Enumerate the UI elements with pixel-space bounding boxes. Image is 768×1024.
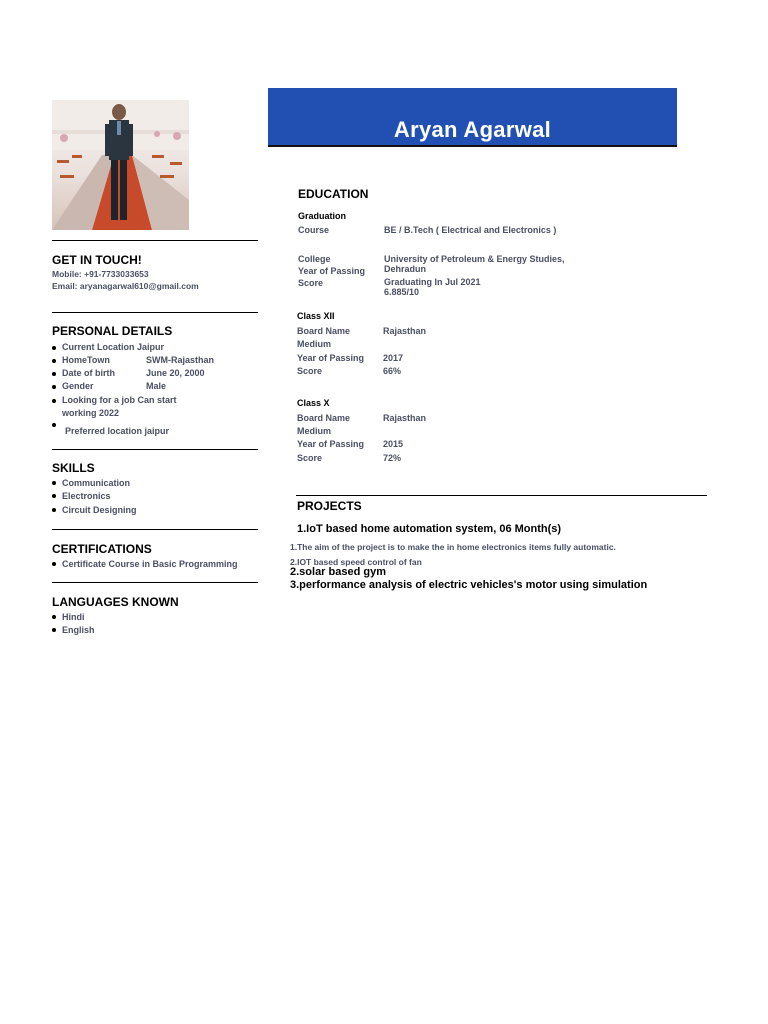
personal-value: SWM-Rajasthan — [146, 355, 215, 365]
project-3: 2.solar based gym — [290, 566, 386, 578]
divider — [52, 312, 258, 313]
personal-job — [52, 395, 262, 408]
grad-score-label: Score — [298, 278, 324, 288]
personal-row — [52, 355, 262, 368]
bullet-icon — [52, 372, 56, 376]
class10-score-label: Score — [297, 453, 323, 463]
class10-year-value: 2015 — [383, 439, 404, 449]
language-item: English — [52, 624, 95, 637]
skills-title: SKILLS — [52, 461, 95, 475]
personal-location — [52, 342, 262, 355]
bullet-icon — [52, 399, 56, 403]
project-4: 3.performance analysis of electric vehicles's motor using simulation — [290, 579, 648, 591]
skill-item: Electronics — [52, 490, 137, 503]
graduation-title: Graduation — [298, 211, 347, 221]
divider — [52, 582, 258, 583]
class12-medium-label: Medium — [297, 339, 332, 349]
college-value-line2: Dehradun — [384, 264, 427, 274]
language-item: Hindi — [52, 611, 95, 624]
class10-board-label: Board Name — [297, 413, 351, 423]
preferred-location: Preferred location jaipur — [65, 426, 170, 436]
skills-list — [52, 477, 137, 517]
bullet-icon — [52, 385, 56, 389]
personal-title: PERSONAL DETAILS — [52, 324, 173, 338]
divider — [52, 449, 258, 450]
grad-year-label: Year of Passing — [298, 266, 366, 276]
personal-value: June 20, 2000 — [146, 368, 205, 378]
project-1: 1.IoT based home automation system, 06 Month(s) — [297, 523, 562, 535]
course-label: Course — [298, 225, 330, 235]
class12-year-label: Year of Passing — [297, 353, 365, 363]
location-text: Current Location Jaipur — [62, 342, 165, 352]
job-text-line2: working 2022 — [62, 408, 120, 418]
personal-value: Male — [146, 381, 167, 391]
person-photo-icon — [52, 100, 189, 230]
class10-score-value: 72% — [383, 453, 402, 463]
contact-mobile: Mobile: +91-7733033653 — [52, 269, 149, 279]
certifications-list — [52, 558, 238, 571]
certification-item: Certificate Course in Basic Programming — [52, 558, 238, 571]
grad-year-value: Graduating In Jul 2021 — [384, 277, 481, 287]
languages-list — [52, 611, 95, 638]
personal-row — [52, 368, 262, 381]
languages-title: LANGUAGES KNOWN — [52, 595, 179, 609]
college-label: College — [298, 254, 331, 264]
project-1-description: 1.The aim of the project is to make the in home electronics items fully automatic. — [290, 542, 616, 552]
project-2-small: 2.IOT based speed control of fan — [290, 557, 422, 567]
candidate-name: Aryan Agarwal — [393, 117, 552, 142]
name-header — [268, 88, 677, 147]
class12-title: Class XII — [297, 311, 335, 321]
personal-row — [52, 381, 262, 394]
class10-year-label: Year of Passing — [297, 439, 365, 449]
projects-title: PROJECTS — [297, 499, 362, 513]
class12-year-value: 2017 — [383, 353, 404, 363]
class12-board-label: Board Name — [297, 326, 351, 336]
skill-item: Circuit Designing — [52, 504, 137, 517]
personal-key: Date of birth — [62, 368, 115, 378]
class10-medium-label: Medium — [297, 426, 332, 436]
bullet-icon — [52, 359, 56, 363]
education-title: EDUCATION — [298, 187, 369, 201]
divider — [296, 495, 707, 496]
bullet-icon — [52, 346, 56, 350]
class12-score-value: 66% — [383, 366, 402, 376]
bullet-icon — [52, 423, 56, 427]
course-value: BE / B.Tech ( Electrical and Electronics ) — [384, 225, 557, 235]
personal-key: Gender — [62, 381, 94, 391]
profile-photo — [52, 100, 189, 230]
job-text: Looking for a job Can start — [62, 395, 177, 405]
contact-title: GET IN TOUCH! — [52, 253, 142, 267]
grad-score-value: 6.885/10 — [384, 287, 420, 297]
college-value: University of Petroleum & Energy Studies, — [384, 254, 565, 264]
class10-title: Class X — [297, 398, 330, 408]
divider — [52, 529, 258, 530]
class12-board-value: Rajasthan — [383, 326, 427, 336]
class12-score-label: Score — [297, 366, 323, 376]
skill-item: Communication — [52, 477, 137, 490]
contact-email: Email: aryanagarwal610@gmail.com — [52, 281, 199, 291]
class10-board-value: Rajasthan — [383, 413, 427, 423]
divider — [52, 240, 258, 241]
certifications-title: CERTIFICATIONS — [52, 542, 152, 556]
personal-key: HomeTown — [62, 355, 110, 365]
